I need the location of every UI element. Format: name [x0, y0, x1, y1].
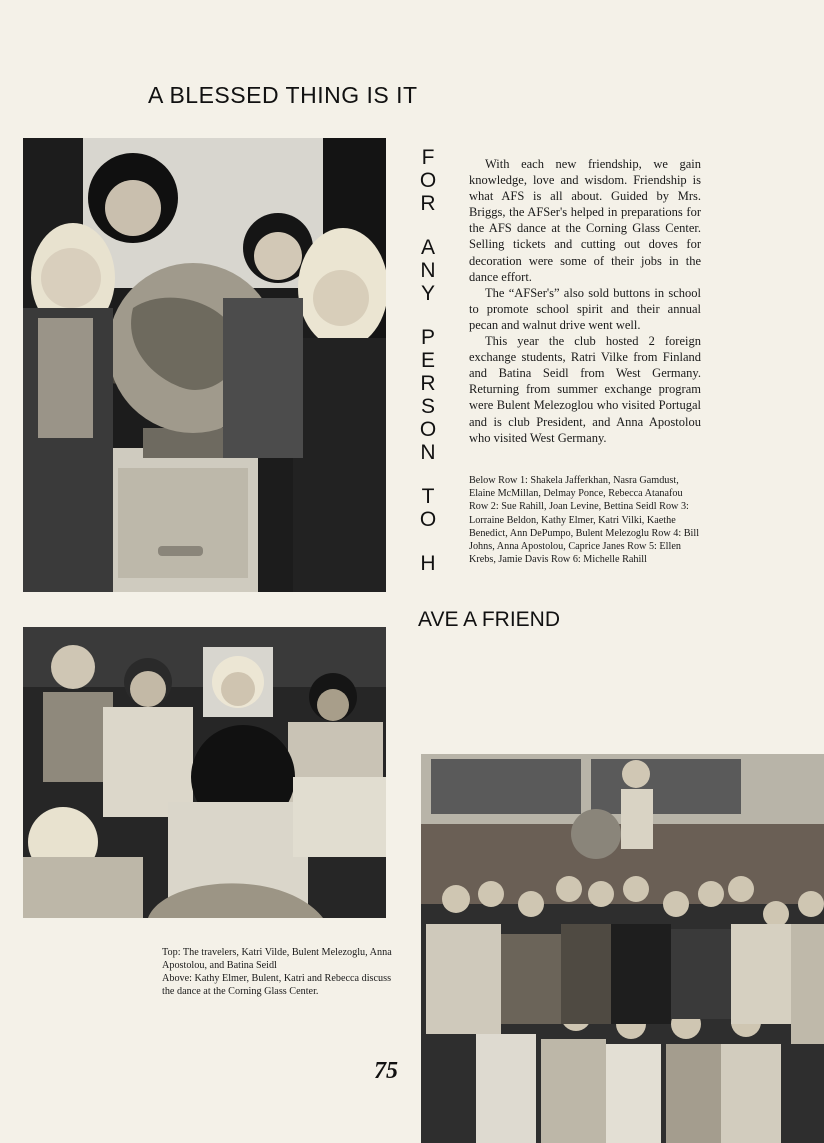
- article-paragraph: This year the club hosted 2 foreign exchange students, Ratri Vilke from Finland and Batina Seidl from West Germany. Returning from summer exchange program were Bulent Melezoglou who visited Portugal and is club President, and Anna Apostolou who visited West Germany.: [469, 334, 701, 445]
- article-body: [469, 156, 701, 446]
- dance-discussion-photo: [23, 627, 386, 918]
- vertical-letter: T: [421, 485, 435, 508]
- vertical-letter: N: [420, 259, 436, 282]
- vertical-title: [414, 146, 442, 575]
- vertical-spacer: [414, 305, 442, 326]
- vertical-title-tail: AVE A FRIEND: [418, 608, 560, 631]
- vertical-letter: O: [419, 508, 437, 531]
- vertical-letter: P: [420, 326, 435, 349]
- vertical-spacer: [414, 531, 442, 552]
- vertical-letter: O: [419, 169, 437, 192]
- vertical-letter: Y: [420, 282, 435, 305]
- caption-above: Above: Kathy Elmer, Bulent, Katri and Rebecca discuss the dance at the Corning Glass Center.: [162, 973, 392, 997]
- vertical-letter: E: [420, 349, 435, 372]
- vertical-letter: S: [420, 395, 435, 418]
- vertical-letter: O: [419, 418, 437, 441]
- caption-top: Top: The travelers, Katri Vilde, Bulent Melezoglu, Anna Apostolou, and Batina Seidl: [162, 947, 392, 971]
- vertical-letter: F: [421, 146, 435, 169]
- photo-caption: [162, 946, 394, 998]
- vertical-letter: R: [420, 372, 436, 395]
- vertical-spacer: [414, 215, 442, 236]
- vertical-letter: N: [420, 441, 436, 464]
- travelers-globe-photo: [23, 138, 386, 592]
- vertical-spacer: [414, 464, 442, 485]
- vertical-letter: R: [420, 192, 436, 215]
- vertical-letter: H: [420, 552, 436, 575]
- article-paragraph: With each new friendship, we gain knowledge, love and wisdom. Friendship is what AFS is all about. Guided by Mrs. Briggs, the AFSer's helped in preparations for the AFS dance at the Corning Glass Center. Selling tickets and cutting out doves for decoration were some of their jobs in the dance effort.: [469, 157, 701, 284]
- page-number: 75: [374, 1058, 398, 1084]
- vertical-letter: A: [420, 236, 435, 259]
- group-photo-roster: Below Row 1: Shakela Jafferkhan, Nasra Gamdust, Elaine McMillan, Delmay Ponce, Rebecca Atanafou Row 2: Sue Rahill, Joan Levine, Bettina Seidl Row 3: Lorraine Beldon, Kathy Elmer, Katri Vilki, Kaethe Benedict, Ann DePumpo, Bulent Melezoglu Row 4: Bill Johns, Anna Apostolou, Caprice Janes Row 5: Ellen Krebs, Jamie Davis Row 6: Michelle Rahill: [469, 475, 700, 566]
- afs-club-group-photo: [421, 754, 824, 1143]
- article-paragraph: The “AFSer's” also sold buttons in school to promote school spirit and their annual pecan and walnut drive went well.: [469, 285, 701, 332]
- page-headline: A BLESSED THING IS IT: [148, 82, 418, 108]
